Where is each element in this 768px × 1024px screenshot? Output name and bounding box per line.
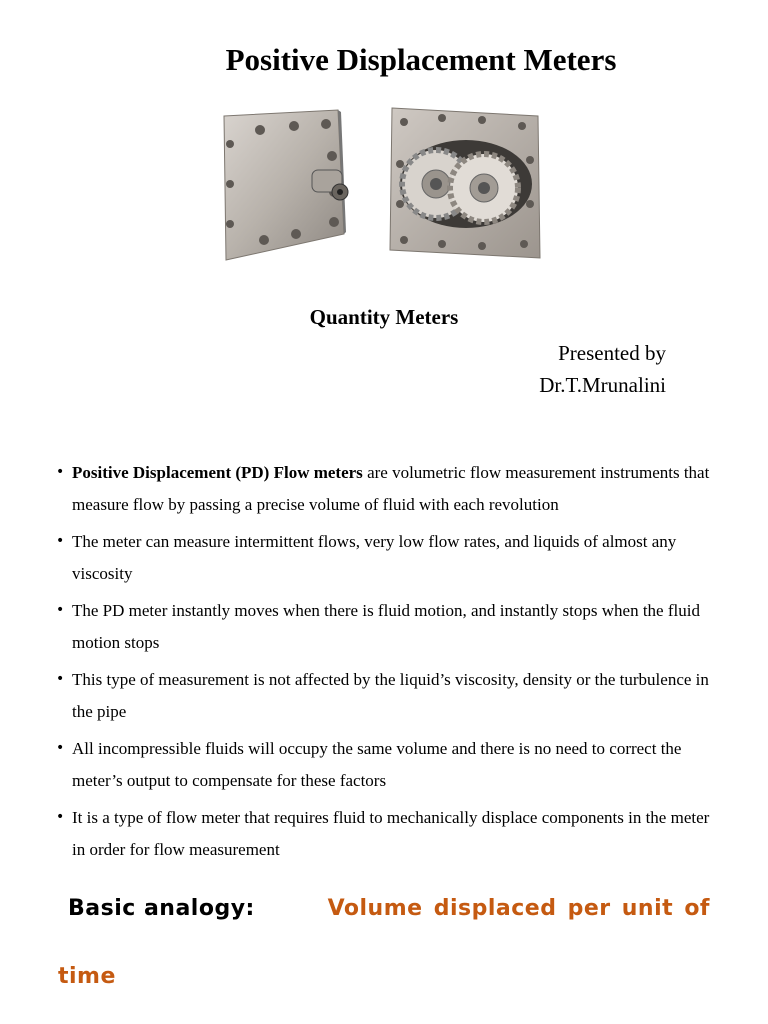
presenter-block bbox=[539, 337, 666, 401]
bullet-icon: • bbox=[56, 602, 65, 618]
bullet-text: The PD meter instantly moves when there is fluid motion, and instantly stops when the fluid motion stops bbox=[72, 601, 700, 652]
bullet-icon: • bbox=[56, 809, 65, 825]
bullet-list bbox=[56, 457, 716, 871]
analogy-value: Volume displaced per unit of bbox=[327, 896, 710, 921]
bullet-text: The meter can measure intermittent flows, very low flow rates, and liquids of almost any viscosity bbox=[72, 532, 677, 583]
list-item bbox=[56, 802, 716, 865]
list-item bbox=[56, 526, 716, 589]
analogy-label: Basic analogy: bbox=[68, 896, 255, 921]
bullet-icon: • bbox=[56, 740, 65, 756]
bullet-text: are volumetric flow measurement instruments that measure flow by passing a precise volume of fluid with each revolution bbox=[72, 463, 710, 514]
bullet-icon: • bbox=[56, 464, 65, 480]
analogy-value-continued: time bbox=[58, 964, 116, 989]
page-title: Positive Displacement Meters bbox=[225, 42, 617, 77]
bullet-bold-text: Positive Displacement (PD) Flow meters bbox=[72, 463, 363, 482]
bullet-text: This type of measurement is not affected by the liquid’s viscosity, density or the turbulence in the pipe bbox=[72, 670, 709, 721]
bullet-icon: • bbox=[56, 533, 65, 549]
list-item bbox=[56, 733, 716, 796]
bullet-icon: • bbox=[56, 671, 65, 687]
list-item bbox=[56, 664, 716, 727]
gear-flow-meter-image bbox=[220, 104, 550, 264]
bullet-text: It is a type of flow meter that requires fluid to mechanically displace components in the meter in order for flow measurement bbox=[72, 808, 710, 859]
list-item bbox=[56, 595, 716, 658]
list-item bbox=[56, 457, 716, 520]
presenter-name: Dr.T.Mrunalini bbox=[539, 373, 666, 397]
presenter-label: Presented by bbox=[558, 341, 666, 365]
bullet-text: All incompressible fluids will occupy the same volume and there is no need to correct the meter’s output to compensate for these factors bbox=[72, 739, 682, 790]
section-subtitle: Quantity Meters bbox=[309, 305, 459, 329]
